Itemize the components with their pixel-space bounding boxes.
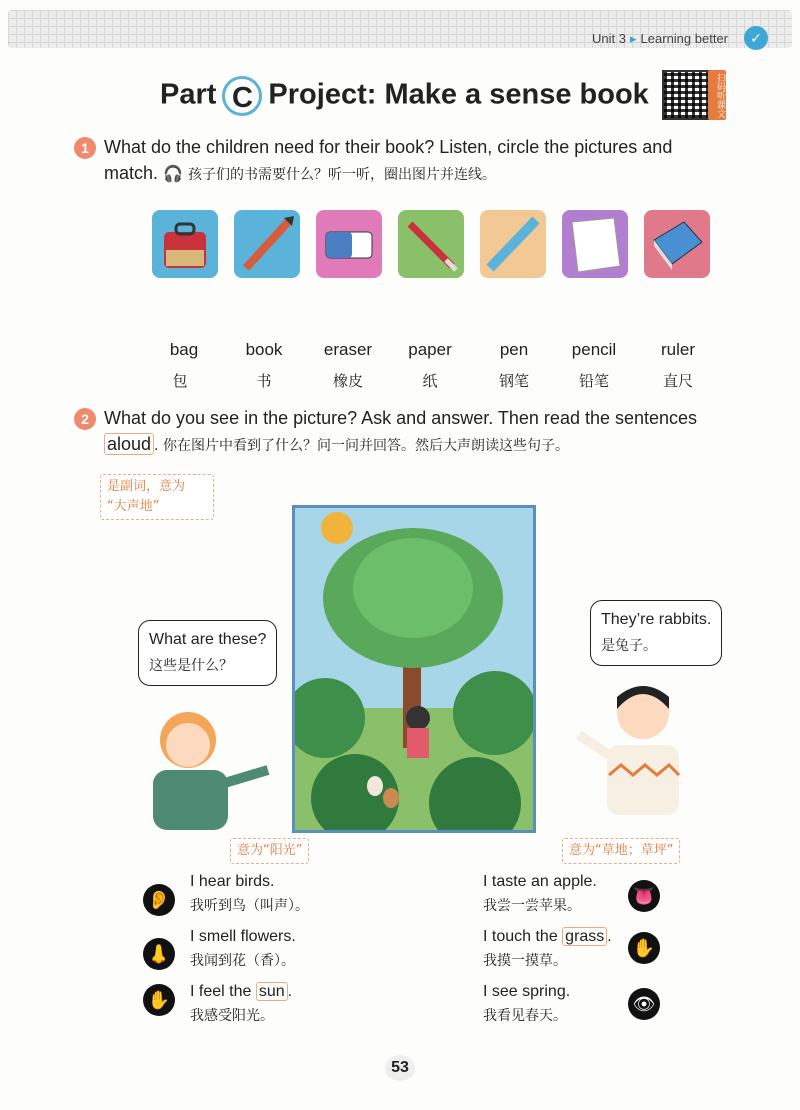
task1-instruction: What do the children need for their book? Listen, circle the pictures and match. 🎧 孩子们的书需要什么？听一听，圈出图片并连线。	[104, 137, 673, 183]
note-aloud: 是副词，意为 “大声地”	[100, 474, 214, 520]
body-icon: ✋	[143, 984, 175, 1016]
eraser-picture[interactable]	[316, 210, 382, 278]
nose-icon: 👃	[143, 938, 175, 970]
hand-icon: ✋	[628, 932, 660, 964]
page-number: 53	[385, 1055, 415, 1081]
word-pen[interactable]: pen	[499, 340, 529, 359]
sentence-smell: I smell flowers. 我闻到花（香）。	[190, 928, 296, 969]
book-picture[interactable]	[644, 210, 710, 278]
speech-bubble-left: What are these? 这些是什么？	[138, 620, 277, 686]
pencil-picture[interactable]	[234, 210, 300, 278]
headphones-icon: 🎧	[163, 166, 183, 183]
note-grass: 意为“草地；草坪”	[562, 838, 680, 864]
eye-icon: 👁	[628, 988, 660, 1020]
highlight-grass: grass	[562, 927, 607, 946]
boy-illustration	[575, 675, 705, 815]
word-paper[interactable]: paper	[408, 340, 452, 359]
tongue-icon: 👅	[628, 880, 660, 912]
girl-illustration	[143, 700, 273, 830]
word-bag-cn: 包	[172, 372, 188, 390]
bag-picture[interactable]	[152, 210, 218, 278]
word-pen-cn: 钢笔	[498, 372, 529, 390]
ear-icon: 👂	[143, 884, 175, 916]
unit-label: Unit 3 ▸ Learning better	[592, 31, 728, 46]
qr-label: 扫码听课文	[708, 70, 726, 120]
word-book-cn: 书	[256, 372, 272, 390]
word-bag[interactable]: bag	[169, 340, 199, 359]
part-letter: C	[222, 76, 262, 116]
ruler-picture[interactable]	[480, 210, 546, 278]
word-eraser[interactable]: eraser	[323, 340, 373, 359]
word-pencil-cn: 铅笔	[578, 372, 609, 390]
qr-code-icon[interactable]	[662, 70, 712, 120]
word-book[interactable]: book	[245, 340, 283, 359]
task-number-1: 1	[74, 137, 96, 159]
word-pencil[interactable]: pencil	[571, 340, 617, 359]
sentence-touch: I touch the grass . 我摸一摸草。	[483, 928, 612, 969]
word-ruler[interactable]: ruler	[660, 340, 695, 359]
word-ruler-cn: 直尺	[662, 372, 693, 390]
word-eraser-cn: 橡皮	[332, 372, 363, 390]
spring-scene-picture	[292, 505, 536, 833]
page-title: Part C Project: Make a sense book	[160, 76, 649, 116]
sentence-hear: I hear birds. 我听到鸟（叫声）。	[190, 873, 309, 914]
task-number-2: 2	[74, 408, 96, 430]
word-paper-cn: 纸	[422, 372, 438, 390]
check-icon: ✓	[744, 26, 768, 50]
highlight-sun: sun	[256, 982, 288, 1001]
paper-picture[interactable]	[562, 210, 628, 278]
sentence-taste: I taste an apple. 我尝一尝苹果。	[483, 873, 597, 914]
sentence-feel: I feel the sun . 我感受阳光。	[190, 983, 293, 1024]
highlight-aloud: aloud	[104, 433, 154, 455]
pen-picture[interactable]	[398, 210, 464, 278]
task2-instruction: What do you see in the picture? Ask and answer. Then read the sentences aloud . 你在图片中看到了什么？问一问并回答。然后大声朗读这些句子。	[104, 408, 698, 454]
note-sun: 意为“阳光”	[230, 838, 309, 864]
sentence-see: I see spring. 我看见春天。	[483, 983, 571, 1024]
speech-bubble-right: They’re rabbits. 是兔子。	[590, 600, 722, 666]
